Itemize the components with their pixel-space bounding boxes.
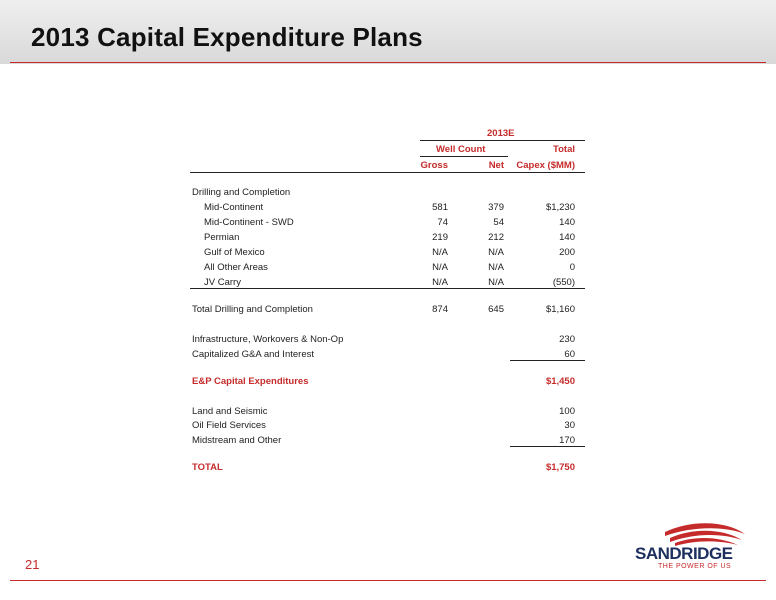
- row-label: Gulf of Mexico: [204, 247, 265, 258]
- infrastructure-capex: 230: [559, 334, 575, 345]
- land-capex: 100: [559, 406, 575, 417]
- row-gross: N/A: [432, 262, 448, 273]
- total-drilling-gross: 874: [432, 304, 448, 315]
- page-number: 21: [25, 557, 40, 572]
- land-row: [190, 406, 585, 418]
- net-header: Net: [488, 160, 504, 171]
- page-title: 2013 Capital Expenditure Plans: [31, 22, 423, 52]
- total-drilling-row: [190, 304, 585, 316]
- footer-divider: [10, 580, 766, 581]
- capex-header: Capex ($MM): [516, 160, 575, 171]
- period-header: 2013E: [487, 128, 515, 139]
- capitalized-label: Capitalized G&A and Interest: [192, 349, 314, 360]
- period-header-row: [190, 128, 585, 140]
- total-drilling-net: 645: [488, 304, 504, 315]
- row-gross: 74: [437, 217, 448, 228]
- row-capex: 140: [559, 217, 575, 228]
- header-underline: [190, 172, 585, 173]
- table-row: [190, 232, 585, 244]
- infrastructure-row: [190, 334, 585, 346]
- grand-total-row: [190, 462, 585, 474]
- midstream-capex: 170: [559, 435, 575, 446]
- grand-total-label: TOTAL: [192, 462, 223, 473]
- section-title: Drilling and Completion: [192, 187, 291, 198]
- logo-wordmark: SANDRIDGE: [635, 544, 733, 563]
- row-capex: $1,230: [545, 202, 575, 213]
- column-header-row: [190, 160, 585, 172]
- row-gross: 219: [432, 232, 448, 243]
- gross-header: Gross: [420, 160, 448, 171]
- ep-capex-value: $1,450: [545, 376, 575, 387]
- well-count-header: Well Count: [436, 144, 486, 155]
- row-label: JV Carry: [204, 277, 241, 288]
- row-net: N/A: [488, 277, 504, 288]
- table-row: [190, 217, 585, 229]
- table-row: [190, 202, 585, 214]
- group-header-row: [190, 144, 585, 156]
- total-rule: [510, 446, 585, 447]
- grand-total-value: $1,750: [545, 462, 575, 473]
- row-capex: (550): [552, 277, 575, 288]
- logo-tagline: THE POWER OF US: [658, 563, 732, 570]
- ep-capex-label: E&P Capital Expenditures: [192, 376, 309, 387]
- subtotal-rule: [190, 288, 585, 289]
- row-net: N/A: [488, 247, 504, 258]
- row-net: 212: [488, 232, 504, 243]
- row-gross: N/A: [432, 277, 448, 288]
- capitalized-capex: 60: [564, 349, 575, 360]
- row-gross: 581: [432, 202, 448, 213]
- row-gross: N/A: [432, 247, 448, 258]
- midstream-label: Midstream and Other: [192, 435, 282, 446]
- oilfield-row: [190, 420, 585, 432]
- row-label: Mid-Continent - SWD: [204, 217, 294, 228]
- land-label: Land and Seismic: [192, 406, 268, 417]
- table-row: [190, 247, 585, 259]
- row-net: 379: [488, 202, 504, 213]
- row-net: 54: [493, 217, 504, 228]
- oilfield-label: Oil Field Services: [192, 420, 266, 431]
- capex-subtotal-rule: [510, 360, 585, 361]
- infrastructure-label: Infrastructure, Workovers & Non-Op: [192, 334, 344, 345]
- table-row: [190, 262, 585, 274]
- oilfield-capex: 30: [564, 420, 575, 431]
- row-net: N/A: [488, 262, 504, 273]
- row-capex: 140: [559, 232, 575, 243]
- ep-capex-row: [190, 376, 585, 388]
- row-capex: 200: [559, 247, 575, 258]
- section-title-row: [190, 187, 585, 199]
- row-label: All Other Areas: [204, 262, 268, 273]
- row-label: Mid-Continent: [204, 202, 264, 213]
- period-underline: [420, 140, 585, 141]
- total-header: Total: [553, 144, 575, 155]
- title-divider: [10, 62, 766, 63]
- well-count-underline: [420, 156, 508, 157]
- total-drilling-label: Total Drilling and Completion: [192, 304, 313, 315]
- row-capex: 0: [569, 262, 575, 273]
- row-label: Permian: [204, 232, 240, 243]
- total-drilling-capex: $1,160: [545, 304, 575, 315]
